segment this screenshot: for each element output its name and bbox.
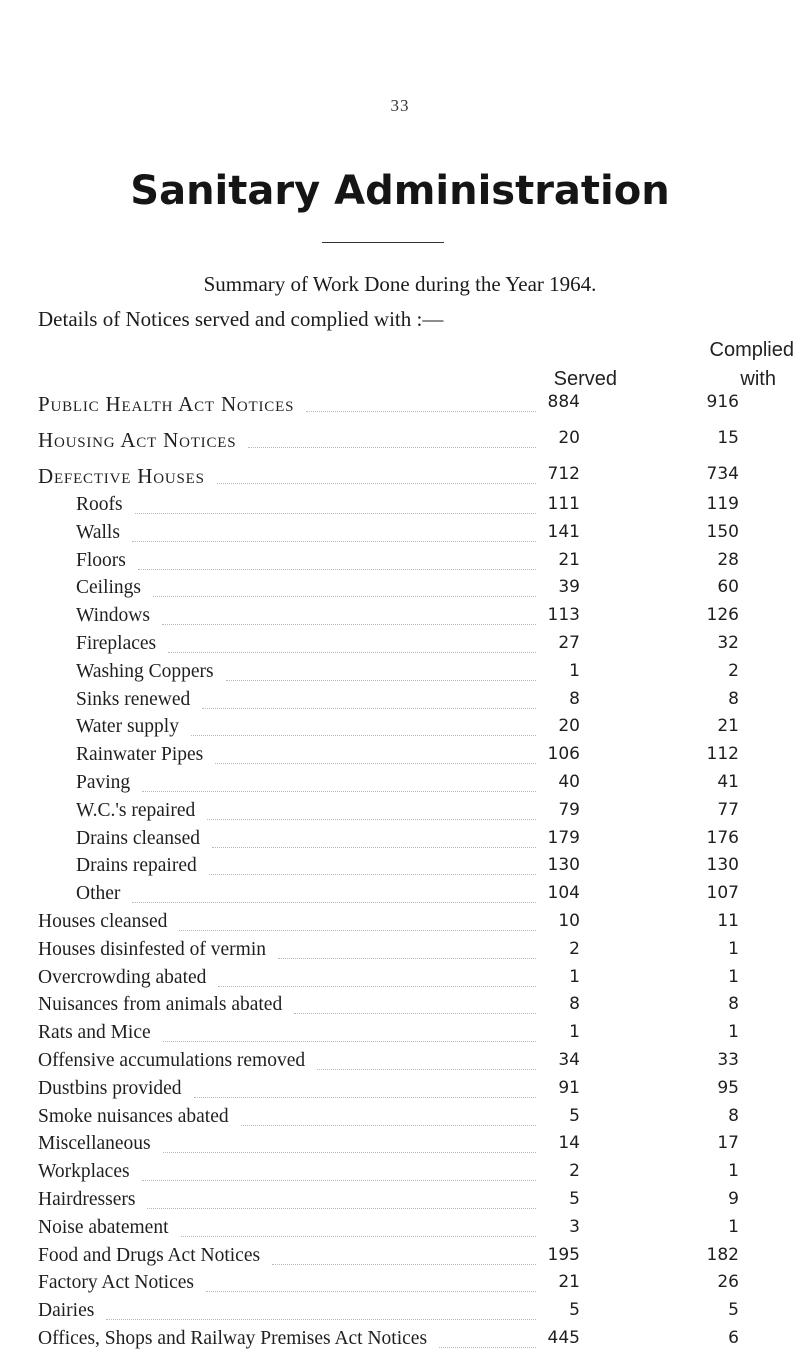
table-row [0,633,800,657]
table-row [0,1106,800,1130]
table-row [0,605,800,629]
complied-value: 916 [706,392,739,412]
complied-value: 33 [717,1050,739,1070]
table-row [0,1161,800,1185]
table-row [0,1217,800,1241]
table-row [0,428,800,452]
served-value: 21 [558,1272,580,1293]
leader-dots [163,1128,536,1153]
row-label: Housing Act Notices [38,428,237,452]
table-row [0,772,800,796]
row-label: Other [76,883,121,905]
table-row [0,661,800,685]
leader-dots [202,684,536,709]
complied-value: 8 [728,994,739,1015]
served-value: 8 [569,688,580,709]
served-value: 1 [569,1022,580,1043]
served-value: 141 [547,521,580,542]
leader-dots [272,1240,536,1265]
complied-value: 26 [717,1272,739,1293]
row-label: Nuisances from animals abated [38,994,283,1016]
served-value: 195 [547,1244,580,1265]
leader-dots [226,656,536,681]
table-row [0,522,800,546]
served-value: 1 [569,966,580,987]
row-label: Noise abatement [38,1216,169,1238]
complied-value: 9 [728,1189,739,1209]
complied-value: 77 [717,799,739,820]
leader-dots [248,423,536,448]
table-row [0,1300,800,1324]
served-value: 21 [558,549,580,570]
leader-dots [132,517,536,542]
table-row [0,689,800,713]
served-value: 179 [547,827,580,848]
leader-dots [241,1101,536,1126]
served-value: 91 [558,1077,580,1098]
row-label: Houses cleansed [38,911,168,932]
leader-dots [217,459,536,484]
page-title: Sanitary Administration [130,168,670,214]
complied-value: 1 [728,1022,739,1043]
complied-value: 130 [706,855,739,876]
served-value: 106 [547,744,580,765]
leader-dots [439,1323,536,1348]
leader-dots [207,795,536,820]
leader-dots [212,823,536,848]
row-label: Walls [76,521,120,543]
complied-value: 5 [728,1300,739,1321]
served-value: 884 [547,392,580,412]
complied-value: 15 [717,428,739,448]
complied-value: 119 [706,494,739,514]
row-label: Sinks renewed [76,688,191,710]
served-value: 130 [547,855,580,876]
row-label: Offensive accumulations removed [38,1050,306,1071]
leader-dots [168,628,536,653]
served-value: 10 [558,911,580,931]
leader-dots [278,934,536,959]
complied-value: 2 [728,660,739,681]
served-value: 8 [569,994,580,1015]
complied-value: 28 [717,549,739,570]
complied-value: 107 [706,883,739,904]
complied-value: 41 [717,772,739,792]
served-value: 3 [569,1216,580,1237]
leader-dots [142,1156,536,1181]
table-row [0,577,800,601]
leader-dots [181,1212,536,1237]
leader-dots [106,1295,536,1320]
complied-value: 1 [728,938,739,959]
leader-dots [194,1073,536,1098]
row-label: Smoke nuisances abated [38,1105,229,1127]
served-value: 5 [569,1300,580,1321]
leader-dots [306,387,536,412]
served-value: 104 [547,883,580,904]
table-row [0,967,800,991]
leader-dots [153,572,536,597]
served-value: 111 [547,494,580,514]
complied-value: 60 [717,577,739,598]
served-value: 20 [558,716,580,737]
row-label: Defective Houses [38,464,205,488]
leader-dots [132,878,536,903]
served-value: 40 [558,772,580,792]
complied-value: 11 [717,911,739,931]
row-label: Rainwater Pipes [76,744,204,766]
row-label: Dustbins provided [38,1077,182,1099]
leader-dots [191,711,536,736]
row-label: W.C.'s repaired [76,799,196,821]
row-label: Ceilings [76,577,142,599]
served-value: 2 [569,1161,580,1182]
served-value: 14 [558,1133,580,1154]
leader-dots [294,989,536,1014]
table-row [0,1050,800,1074]
complied-value: 8 [728,688,739,709]
table-row [0,392,800,416]
complied-value: 6 [728,1328,739,1348]
leader-dots [163,1017,536,1042]
leader-dots [215,739,536,764]
row-label: Miscellaneous [38,1133,151,1155]
table-row [0,855,800,879]
leader-dots [209,850,536,875]
served-value: 79 [558,799,580,820]
leader-dots [317,1045,536,1070]
table-row [0,1078,800,1102]
complied-value: 1 [728,1216,739,1237]
details-heading: Details of Notices served and complied with :— [38,307,444,331]
table-row [0,994,800,1018]
table-row [0,939,800,963]
served-value: 113 [547,605,580,626]
row-label: Drains repaired [76,855,197,877]
row-label: Roofs [76,494,123,515]
row-label: Offices, Shops and Railway Premises Act Notices [38,1328,428,1349]
table-row [0,828,800,852]
complied-value: 126 [706,605,739,626]
row-label: Workplaces [38,1161,130,1183]
table-row [0,1328,800,1352]
table-row [0,744,800,768]
served-column-header: Served [553,368,617,390]
table-row [0,1189,800,1213]
summary-heading: Summary of Work Done during the Year 1964. [203,272,597,296]
served-value: 5 [569,1189,580,1209]
row-label: Overcrowding abated [38,966,207,988]
complied-value: 21 [717,716,739,737]
complied-value: 1 [728,966,739,987]
table-row [0,550,800,574]
table-row [0,1245,800,1269]
served-value: 445 [547,1328,580,1348]
complied-value: 176 [706,827,739,848]
complied-value: 734 [706,464,739,484]
complied-value: 95 [717,1077,739,1098]
row-label: Rats and Mice [38,1022,151,1044]
row-label: Floors [76,549,126,571]
row-label: Food and Drugs Act Notices [38,1244,261,1266]
table-row [0,800,800,824]
complied-column-header-with: with [740,368,776,390]
complied-value: 182 [706,1244,739,1265]
table-row [0,1272,800,1296]
table-row [0,716,800,740]
table-row [0,1022,800,1046]
table-row [0,464,800,488]
served-value: 5 [569,1105,580,1126]
leader-dots [142,767,536,792]
row-label: Windows [76,605,150,627]
served-value: 1 [569,660,580,681]
page-number: 33 [390,96,410,115]
complied-value: 150 [706,521,739,542]
row-label: Water supply [76,716,179,738]
row-label: Washing Coppers [76,660,214,682]
leader-dots [218,962,536,987]
complied-value: 17 [717,1133,739,1154]
row-label: Houses disinfested of vermin [38,938,267,960]
served-value: 2 [569,938,580,959]
row-label: Dairies [38,1300,95,1322]
served-value: 27 [558,633,580,653]
row-label: Hairdressers [38,1189,136,1210]
leader-dots [138,545,536,570]
served-value: 20 [558,428,580,448]
row-label: Fireplaces [76,633,157,654]
row-label: Public Health Act Notices [38,392,295,416]
complied-value: 112 [706,744,739,765]
row-label: Factory Act Notices [38,1272,194,1294]
served-value: 39 [558,577,580,598]
served-value: 34 [558,1050,580,1070]
row-label: Drains cleansed [76,827,200,849]
table-row [0,494,800,518]
leader-dots [179,906,536,931]
served-value: 712 [547,464,580,484]
leader-dots [162,600,536,625]
table-row [0,1133,800,1157]
complied-value: 1 [728,1161,739,1182]
table-row [0,883,800,907]
leader-dots [147,1184,536,1209]
row-label: Paving [76,772,131,793]
leader-dots [135,489,536,514]
complied-column-header: Complied [709,339,794,361]
complied-value: 8 [728,1105,739,1126]
table-row [0,911,800,935]
complied-value: 32 [717,633,739,653]
leader-dots [206,1267,536,1292]
